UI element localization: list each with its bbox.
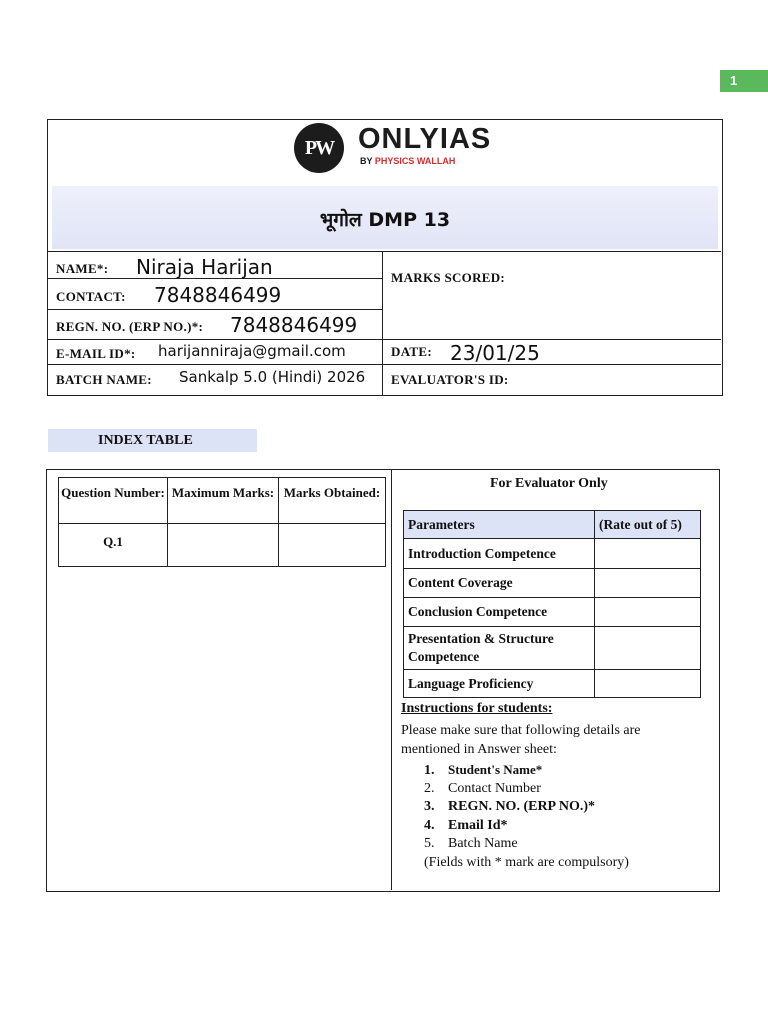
divider — [48, 364, 721, 365]
list-number: 4. — [424, 817, 435, 833]
parameter-label: Introduction Competence — [404, 539, 595, 569]
list-text: Student's Name* — [448, 762, 543, 777]
list-text: Contact Number — [448, 780, 541, 796]
date-value: 23/01/25 — [450, 341, 540, 365]
list-text: REGN. NO. (ERP NO.)* — [448, 799, 595, 814]
email-value: harijanniraja@gmail.com — [158, 342, 346, 360]
table-row — [59, 524, 386, 567]
table-row — [404, 539, 701, 569]
rating-cell — [595, 627, 701, 670]
batch-label: BATCH NAME: — [56, 372, 152, 387]
list-text: Batch Name — [448, 836, 518, 851]
contact-value: 7848846499 — [154, 283, 282, 307]
regn-value: 7848846499 — [230, 313, 358, 337]
compulsory-fields-note: (Fields with * mark are compulsory) — [424, 855, 629, 870]
list-item — [424, 761, 595, 780]
rating-cell — [595, 598, 701, 627]
rating-cell — [595, 539, 701, 569]
list-item — [424, 780, 595, 799]
divider — [391, 470, 392, 890]
list-number: 5. — [424, 836, 435, 851]
rating-cell — [595, 569, 701, 598]
student-details-box — [47, 119, 723, 396]
date-label: DATE: — [391, 344, 432, 359]
logo-by: BY — [360, 156, 373, 166]
pw-logo-icon: PW — [294, 123, 344, 173]
contact-label: CONTACT: — [56, 289, 126, 304]
divider — [382, 251, 383, 395]
name-value: Niraja Harijan — [136, 255, 273, 279]
parameter-label: Conclusion Competence — [404, 598, 595, 627]
email-label: E-MAIL ID*: — [56, 346, 136, 361]
rating-header: (Rate out of 5) — [595, 511, 701, 539]
title-band — [52, 186, 718, 249]
name-label: NAME*: — [56, 261, 109, 276]
maximum-marks-header: Maximum Marks: — [168, 478, 279, 524]
rating-cell — [595, 670, 701, 698]
index-table-title: INDEX TABLE — [98, 433, 193, 448]
regn-label: REGN. NO. (ERP NO.)*: — [56, 319, 204, 334]
list-number: 2. — [424, 780, 435, 796]
logo — [48, 120, 722, 186]
batch-value: Sankalp 5.0 (Hindi) 2026 — [179, 368, 366, 386]
divider — [48, 251, 721, 252]
logo-subtitle — [360, 156, 455, 166]
table-row — [404, 670, 701, 698]
parameters-header: Parameters — [404, 511, 595, 539]
list-number: 1. — [424, 763, 435, 778]
index-table-tag — [48, 429, 257, 452]
table-row — [404, 569, 701, 598]
instructions-text: Please make sure that following details are mentioned in Answer sheet: — [401, 723, 641, 757]
question-number-cell: Q.1 — [59, 524, 168, 567]
list-item — [424, 798, 595, 817]
logo-brand: PHYSICS WALLAH — [374, 156, 456, 166]
evaluator-section-title: For Evaluator Only — [490, 476, 608, 491]
divider — [48, 339, 721, 340]
parameter-label: Presentation & Structure Competence — [404, 627, 595, 670]
table-row — [404, 598, 701, 627]
list-text: Email Id* — [448, 817, 508, 833]
instructions-list — [424, 761, 595, 854]
question-marks-table — [58, 477, 386, 567]
parameter-label: Content Coverage — [404, 569, 595, 598]
table-row — [404, 627, 701, 670]
evaluation-parameters-table — [403, 510, 701, 698]
list-number: 3. — [424, 799, 435, 814]
marks-obtained-header: Marks Obtained: — [279, 478, 386, 524]
question-number-header: Question Number: — [59, 478, 168, 524]
logo-name: ONLYIAS — [358, 123, 492, 155]
parameter-label: Language Proficiency — [404, 670, 595, 698]
page-number-badge: 1 — [720, 70, 768, 92]
marks-scored-label: MARKS SCORED: — [391, 270, 506, 285]
marks-obtained-cell — [279, 524, 386, 567]
document-title: भूगोल DMP 13 — [319, 209, 451, 231]
list-item — [424, 817, 595, 836]
instructions-title: Instructions for students: — [401, 701, 553, 716]
evaluator-id-label: EVALUATOR'S ID: — [391, 372, 509, 387]
list-item — [424, 835, 595, 854]
divider — [48, 309, 382, 310]
maximum-marks-cell — [168, 524, 279, 567]
